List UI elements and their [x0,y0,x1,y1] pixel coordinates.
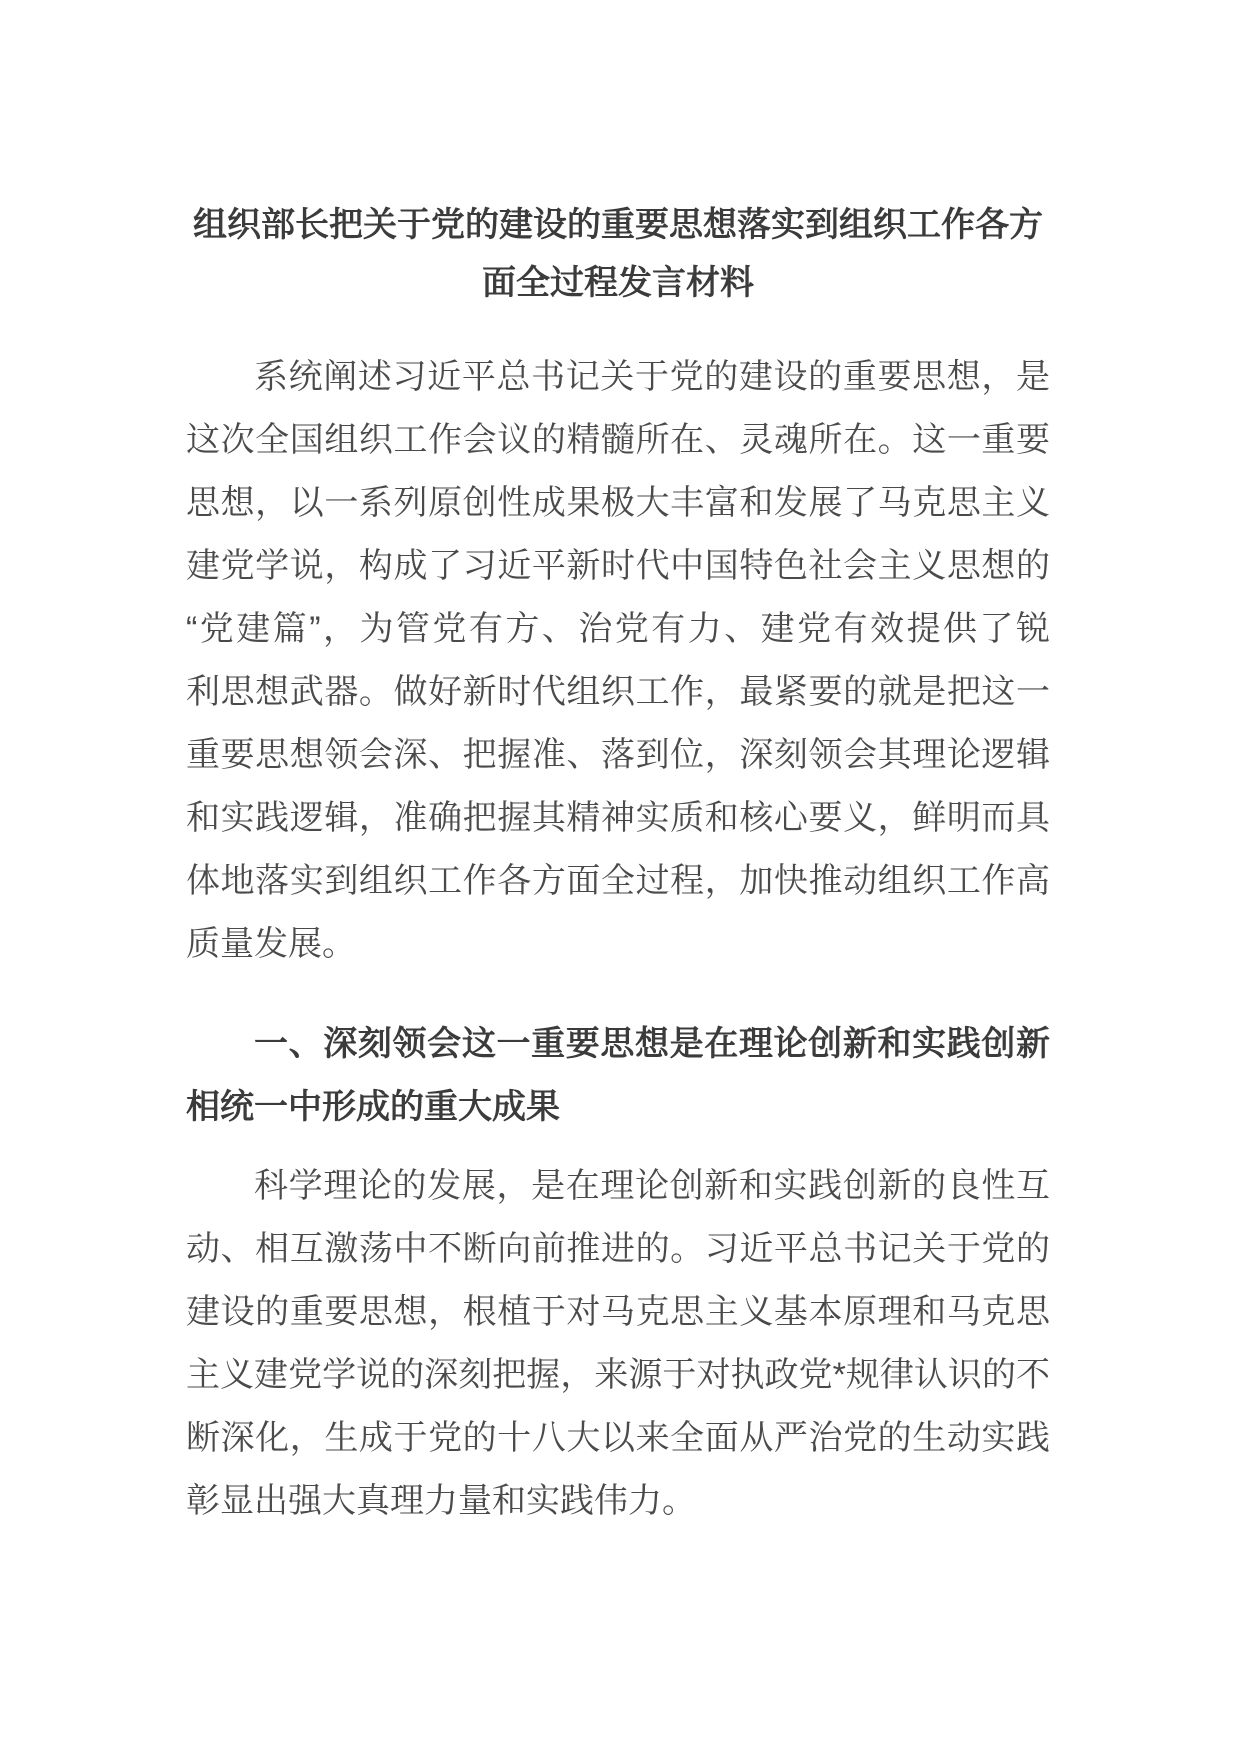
text-line: 利思想武器。做好新时代组织工作，最紧要的就是把这一 [186,673,1050,711]
text-line: 这次全国组织工作会议的精髓所在、灵魂所在。这一重要 [186,421,1050,459]
paragraph [186,346,1050,976]
text-line: 科学理论的发展，是在理论创新和实践创新的良性互 [254,1167,1050,1205]
document-title: 组织部长把关于党的建设的重要思想落实到组织工作各方面全过程发言材料 [193,206,1043,302]
text-line: 质量发展。 [186,925,356,963]
text-line: 断深化，生成于党的十八大以来全面从严治党的生动实践 [186,1419,1050,1457]
text-line: 体地落实到组织工作各方面全过程，加快推动组织工作高 [186,862,1050,900]
paragraph [186,1155,1050,1533]
text-line: 建设的重要思想，根植于对马克思主义基本原理和马克思 [186,1293,1050,1331]
text-line: 彰显出强大真理力量和实践伟力。 [186,1482,696,1520]
text-line: 主义建党学说的深刻把握，来源于对执政党*规律认识的不 [186,1356,1050,1394]
text-line: 建党学说，构成了习近平新时代中国特色社会主义思想的 [186,547,1050,585]
text-line: 和实践逻辑，准确把握其精神实质和核心要义，鲜明而具 [186,799,1050,837]
text-line: 一、深刻领会这一重要思想是在理论创新和实践创新 [254,1025,1050,1063]
text-line: “党建篇”，为管党有方、治党有力、建党有效提供了锐 [186,610,1050,648]
text-line: 重要思想领会深、把握准、落到位，深刻领会其理论逻辑 [186,736,1050,774]
text-line: 系统阐述习近平总书记关于党的建设的重要思想，是 [254,358,1050,396]
section-heading [186,1013,1050,1139]
document-body [186,346,1050,1533]
text-line: 相统一中形成的重大成果 [186,1088,560,1126]
text-line: 动、相互激荡中不断向前推进的。习近平总书记关于党的 [186,1230,1050,1268]
text-line: 思想，以一系列原创性成果极大丰富和发展了马克思主义 [186,484,1050,522]
